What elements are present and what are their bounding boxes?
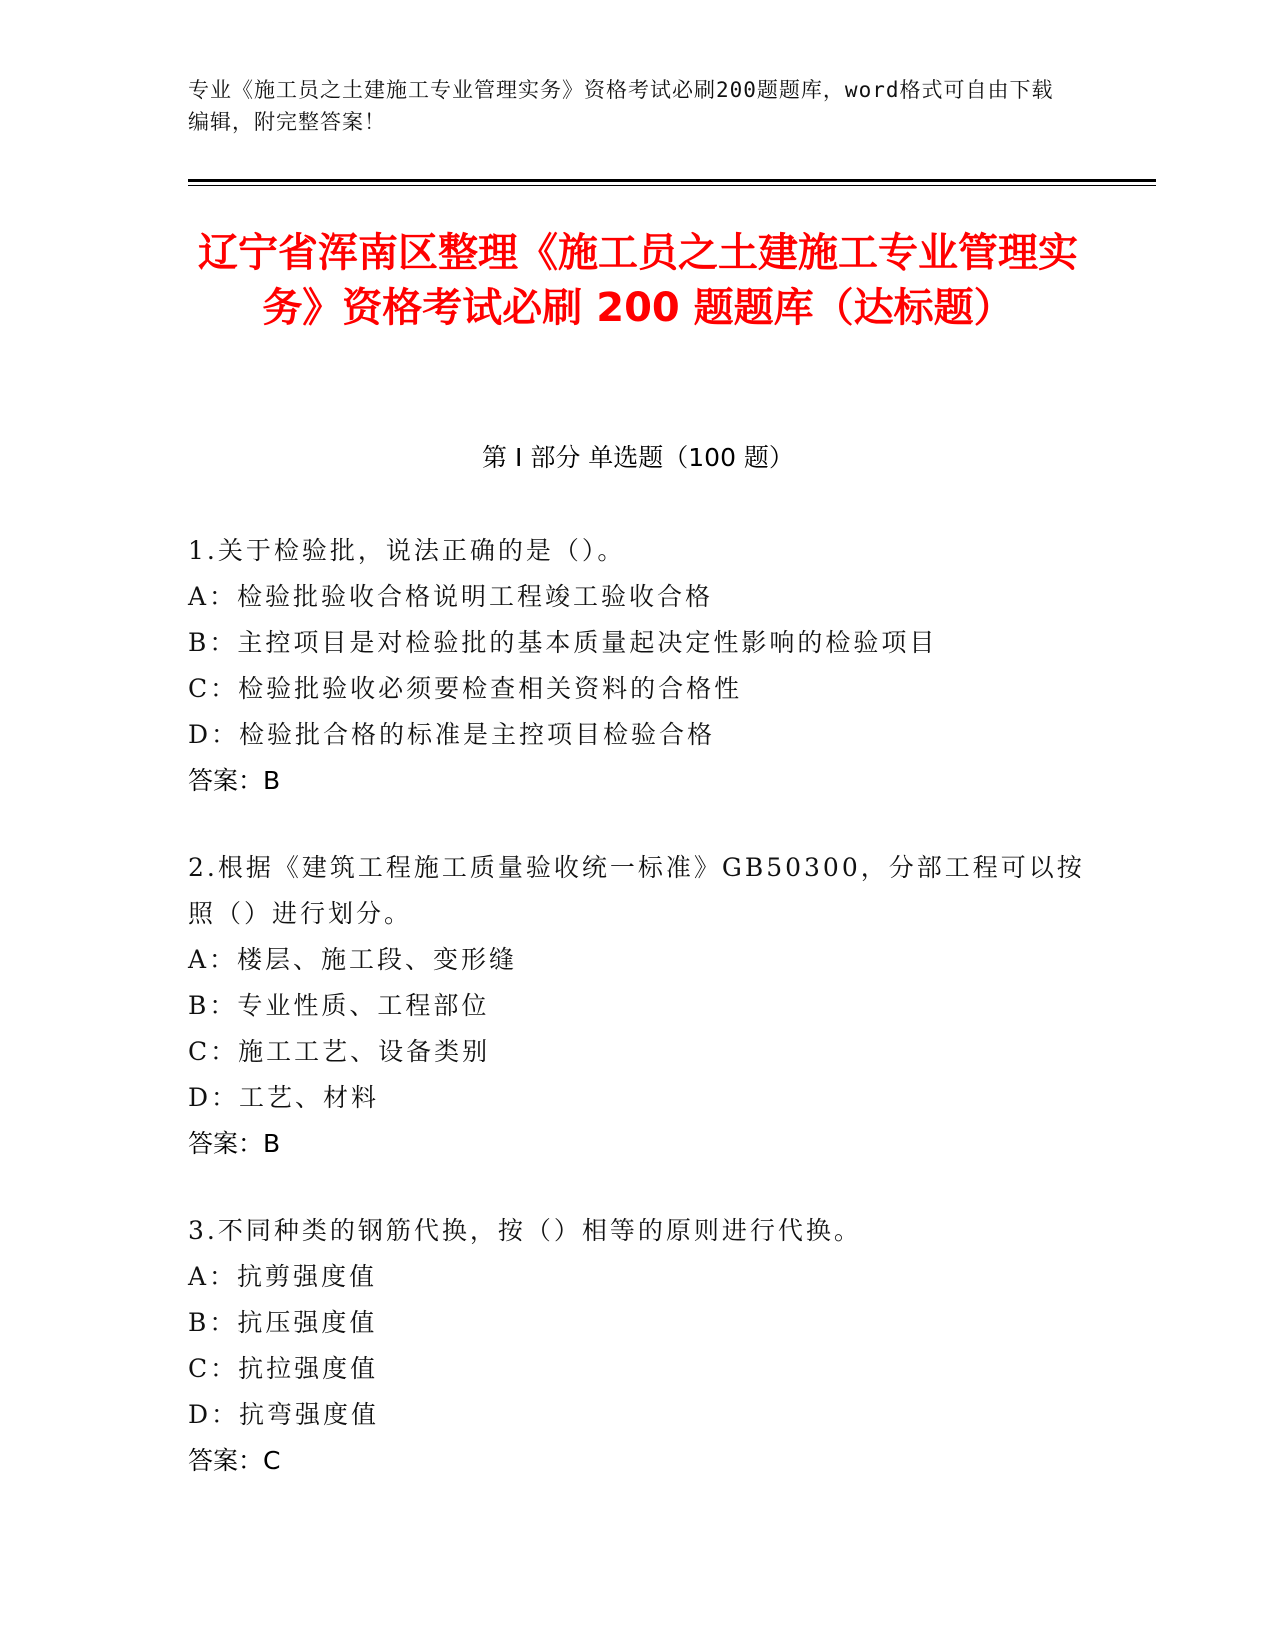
question-1 — [188, 528, 1088, 804]
answer-line: 答案：B — [188, 766, 281, 795]
header-note: 专业《施工员之土建施工专业管理实务》资格考试必刷200题题库，word格式可自由下载编辑，附完整答案！ — [188, 78, 1054, 134]
question-stem: 3.不同种类的钢筋代换，按（）相等的原则进行代换。 — [188, 1216, 862, 1245]
option-c: C：检验批验收必须要检查相关资料的合格性 — [188, 674, 743, 703]
option-a: A：楼层、施工段、变形缝 — [188, 945, 518, 974]
section-heading: 第 I 部分 单选题（100 题） — [482, 443, 794, 472]
question-stem: 1.关于检验批，说法正确的是（）。 — [188, 536, 626, 565]
question-2 — [188, 845, 1088, 1167]
option-a: A：抗剪强度值 — [188, 1262, 378, 1291]
option-a: A：检验批验收合格说明工程竣工验收合格 — [188, 582, 714, 611]
question-3 — [188, 1208, 1088, 1484]
answer-line: 答案：C — [188, 1446, 281, 1475]
option-d: D：工艺、材料 — [188, 1083, 380, 1112]
option-c: C：抗拉强度值 — [188, 1354, 379, 1383]
option-c: C：施工工艺、设备类别 — [188, 1037, 491, 1066]
option-b: B：抗压强度值 — [188, 1308, 378, 1337]
option-b: B：主控项目是对检验批的基本质量起决定性影响的检验项目 — [188, 628, 938, 657]
question-list — [188, 528, 1088, 1525]
document-title: 辽宁省浑南区整理《施工员之土建施工专业管理实务》资格考试必刷 200 题题库（达标题） — [198, 230, 1078, 331]
option-d: D：抗弯强度值 — [188, 1400, 380, 1429]
option-d: D：检验批合格的标准是主控项目检验合格 — [188, 720, 716, 749]
header-divider-thin — [188, 185, 1156, 186]
question-stem: 2.根据《建筑工程施工质量验收统一标准》GB50300，分部工程可以按照（）进行划分。 — [188, 853, 1085, 928]
header-divider-thick — [188, 179, 1156, 182]
option-b: B：专业性质、工程部位 — [188, 991, 490, 1020]
answer-line: 答案：B — [188, 1129, 281, 1158]
